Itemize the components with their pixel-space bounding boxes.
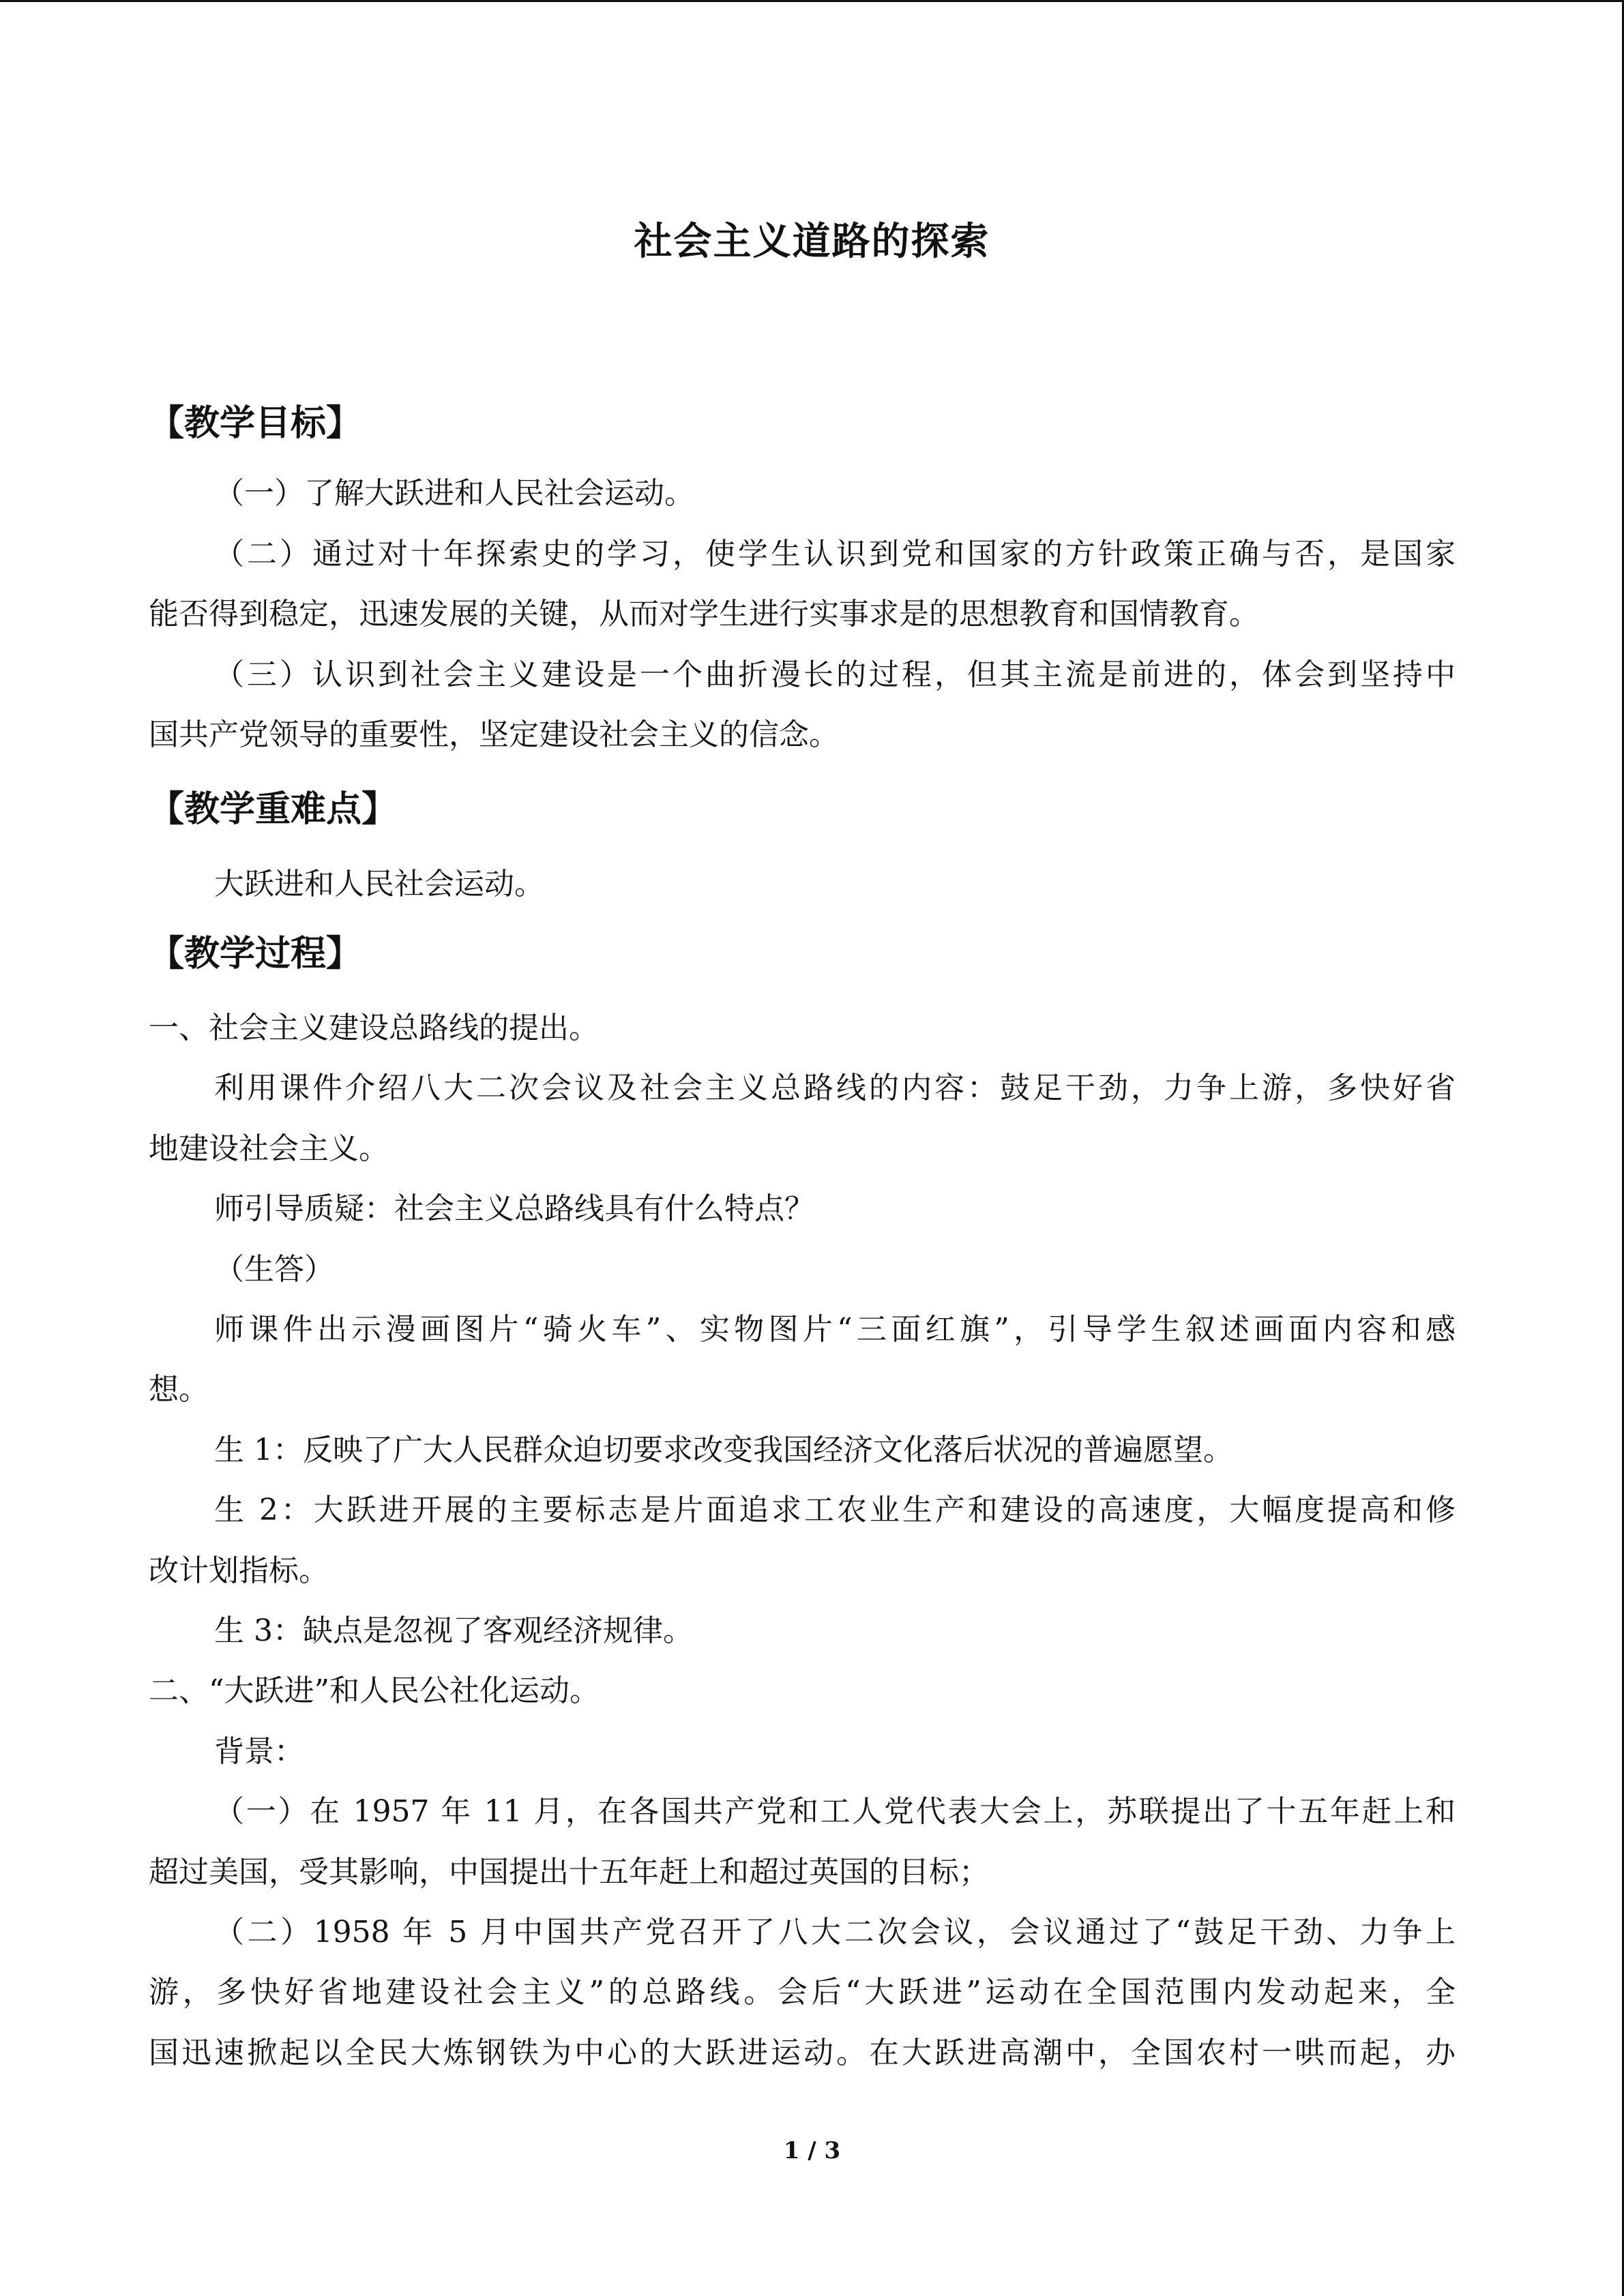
text-line: 游，多快好省地建设社会主义”的总路线。会后“大跃进”运动在全国范围内发动起来，全 (149, 1975, 1456, 2010)
text-line: 大跃进和人民社会运动。 (214, 867, 544, 901)
section-heading-2: 二、“大跃进”和人民公社化运动。 (149, 1673, 600, 1708)
text-line: 师引导质疑：社会主义总路线具有什么特点？ (214, 1191, 814, 1226)
text-line: （一）在 1957 年 11 月，在各国共产党和工人党代表大会上，苏联提出了十五年赶上和 (214, 1794, 1456, 1829)
text-line: 国迅速掀起以全民大炼钢铁为中心的大跃进运动。在大跃进高潮中，全国农村一哄而起，办 (149, 2036, 1456, 2070)
text-line: （三）认识到社会主义建设是一个曲折漫长的过程，但其主流是前进的，体会到坚持中 (214, 657, 1456, 692)
text-line: （二）1958 年 5 月中国共产党召开了八大二次会议，会议通过了“鼓足干劲、力争上 (214, 1915, 1456, 1950)
text-line: 生 2：大跃进开展的主要标志是片面追求工农业生产和建设的高速度，大幅度提高和修 (214, 1493, 1456, 1527)
text-line: 生 1：反映了广大人民群众迫切要求改变我国经济文化落后状况的普遍愿望。 (214, 1433, 1233, 1467)
heading-objectives: 【教学目标】 (149, 403, 362, 444)
page-title: 社会主义道路的探索 (634, 220, 990, 264)
text-line: （一）了解大跃进和人民社会运动。 (214, 476, 694, 511)
text-line: 改计划指标。 (149, 1553, 329, 1588)
page-number: 1 / 3 (783, 2137, 841, 2164)
text-line: 能否得到稳定，迅速发展的关键，从而对学生进行实事求是的思想教育和国情教育。 (149, 597, 1259, 631)
text-line: 背景： (214, 1734, 304, 1769)
text-line: 国共产党领导的重要性，坚定建设社会主义的信念。 (149, 717, 839, 752)
text-line: 生 3：缺点是忽视了客观经济规律。 (214, 1613, 693, 1648)
heading-process: 【教学过程】 (149, 934, 362, 974)
heading-key-points: 【教学重难点】 (149, 789, 398, 830)
text-line: 想。 (149, 1372, 209, 1407)
section-heading-1: 一、社会主义建设总路线的提出。 (149, 1011, 599, 1045)
text-line: 超过美国，受其影响，中国提出十五年赶上和超过英国的目标； (149, 1855, 989, 1890)
text-line: （二）通过对十年探索史的学习，使学生认识到党和国家的方针政策正确与否，是国家 (214, 537, 1456, 571)
text-line: 利用课件介绍八大二次会议及社会主义总路线的内容：鼓足干劲，力争上游，多快好省 (214, 1071, 1456, 1105)
text-line: 地建设社会主义。 (149, 1131, 389, 1166)
text-line: （生答） (214, 1252, 334, 1287)
text-line: 师课件出示漫画图片“骑火车”、实物图片“三面红旗”，引导学生叙述画面内容和感 (214, 1312, 1456, 1347)
